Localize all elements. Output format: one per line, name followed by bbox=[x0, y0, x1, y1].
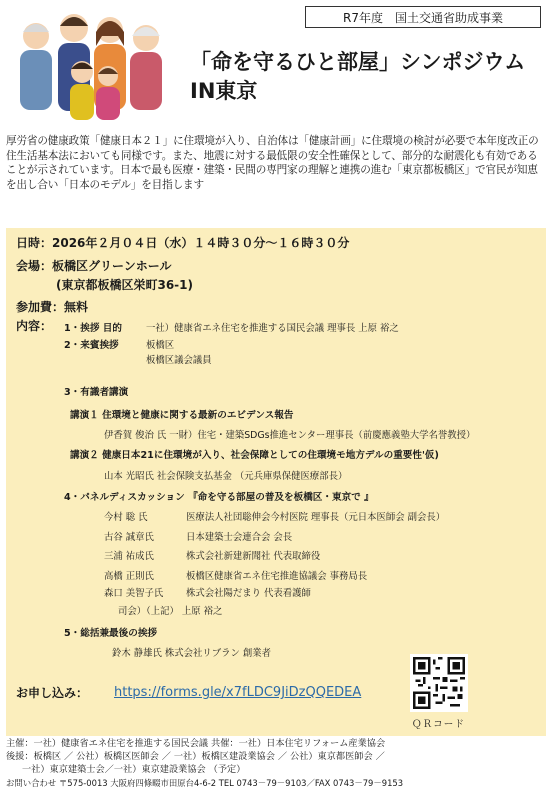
grant-label: R7年度 国土交通省助成事業 bbox=[305, 6, 541, 28]
footer-supporters-cont: 一社）東京建築士会／一社）東京建設業協会 （予定） bbox=[22, 764, 246, 776]
intro-paragraph: 厚労省の健康政策「健康日本２１」に住環境が入り、自治体は「健康計画」に住環境の検討が必要で本年度改正の住生活基本法においても同様です。また、地震に対する最低限の安全性確保として、部分的な耐震化も有効であることが示されています。日本で最も医療・建築・民間の専門家の理解と連携の進む「東京都板橋区」で官民が知恵を出し合い「日本のモデル」を目指します bbox=[6, 135, 539, 191]
venue-label: 会場： bbox=[16, 259, 53, 273]
event-venue bbox=[16, 257, 172, 274]
footer bbox=[6, 737, 546, 790]
event-info-box bbox=[6, 228, 546, 736]
panel-heading: 4・パネルディスカッション 『命を守る部屋の普及を板橋区・東京で 』 bbox=[64, 492, 374, 503]
venue-name: 板橋区グリーンホール bbox=[52, 259, 172, 273]
panelist-affiliation: 板橋区健康省エネ住宅推進協議会 事務局長 bbox=[186, 571, 368, 582]
panelist-affiliation: 日本建築士会連合会 会長 bbox=[186, 532, 293, 543]
footer-supporters: 後援：板橋区 ／ 公社）板橋区医師会 ／ 一社）板橋区建設業協会 ／ 公社）東京都医師会 ／ bbox=[6, 751, 385, 763]
panelist-affiliation: 株式会社陽だまり 代表看護師 bbox=[186, 588, 311, 599]
lecture2-speaker: 山本 光昭氏 社会保険支払基金 （元兵庫県保健医療部長） bbox=[104, 471, 348, 482]
panelist-name: 古谷 誠章氏 bbox=[104, 532, 154, 543]
panelist-affiliation: 株式会社新建新聞社 代表取締役 bbox=[186, 551, 321, 562]
panelist-affiliation: 医療法人社団聡伸会今村医院 理事長（元日本医師会 副会長） bbox=[186, 512, 446, 523]
family-illustration bbox=[6, 6, 176, 126]
footer-contact: お問い合わせ 〒575-0013 大阪府四條畷市田原台4-6-2 TEL 0743－79－9103／FAX 0743－79－9153 bbox=[6, 777, 404, 788]
event-datetime: 日時：2026年２月０４日（水）１４時３０分～１６時３０分 bbox=[16, 236, 350, 250]
title-line-2: IN東京 bbox=[190, 79, 258, 103]
guest-2: 板橋区議会議員 bbox=[146, 355, 212, 366]
closing-heading: 5・総括兼最後の挨拶 bbox=[64, 628, 158, 639]
lecture2-title: 講演２ 健康日本21に住環境が入り、社会保障としての住環境モ地方デルの重要性'仮) bbox=[70, 450, 439, 461]
lecture1-title: 講演１ 住環境と健康に関する最新のエビデンス報告 bbox=[70, 410, 294, 421]
lecture1-speaker: 伊香賀 俊治 氏 一財）住宅・建築SDGs推進センター理事長（前慶應義塾大学名誉教授） bbox=[104, 430, 476, 441]
content-label: 内容： bbox=[16, 319, 53, 333]
qr-code[interactable] bbox=[410, 654, 468, 712]
footer-organizers: 主催：一社）健康省エネ住宅を推進する国民会議 共催：一社）日本住宅リフォーム産業協会 bbox=[6, 738, 386, 749]
moderator: 司会）（上記） 上原 裕之 bbox=[118, 606, 223, 617]
greeting-detail: 一社）健康省エネ住宅を推進する国民会議 理事長 上原 裕之 bbox=[146, 323, 399, 334]
greeting-heading: 1・挨拶 目的 bbox=[64, 323, 122, 334]
panelist-name: 森口 美智子氏 bbox=[104, 588, 164, 599]
event-fee: 参加費：無料 bbox=[16, 300, 89, 314]
title-line-1: 「命を守るひと部屋」シンポジウム bbox=[190, 50, 526, 74]
lecture-heading: 3・有識者講演 bbox=[64, 387, 129, 398]
panelist-name: 三浦 祐成氏 bbox=[104, 551, 154, 562]
apply-form-link[interactable]: https://forms.gle/x7fLDC9JiDzQQEDEA bbox=[114, 685, 362, 700]
venue-address: (東京都板橋区栄町36-1) bbox=[56, 278, 193, 292]
panelist-name: 高橋 正則氏 bbox=[104, 571, 154, 582]
guest-1: 板橋区 bbox=[146, 340, 175, 351]
qr-code-label: ＱＲコード bbox=[412, 719, 465, 730]
apply-label: お申し込み： bbox=[16, 686, 89, 700]
qr-code-icon bbox=[413, 657, 465, 709]
guest-heading: 2・来賓挨拶 bbox=[64, 340, 119, 351]
panelist-name: 今村 聡 氏 bbox=[104, 512, 148, 523]
page-title bbox=[190, 48, 545, 106]
closing-speaker: 鈴木 静雄氏 株式会社リブラン 創業者 bbox=[112, 648, 271, 659]
